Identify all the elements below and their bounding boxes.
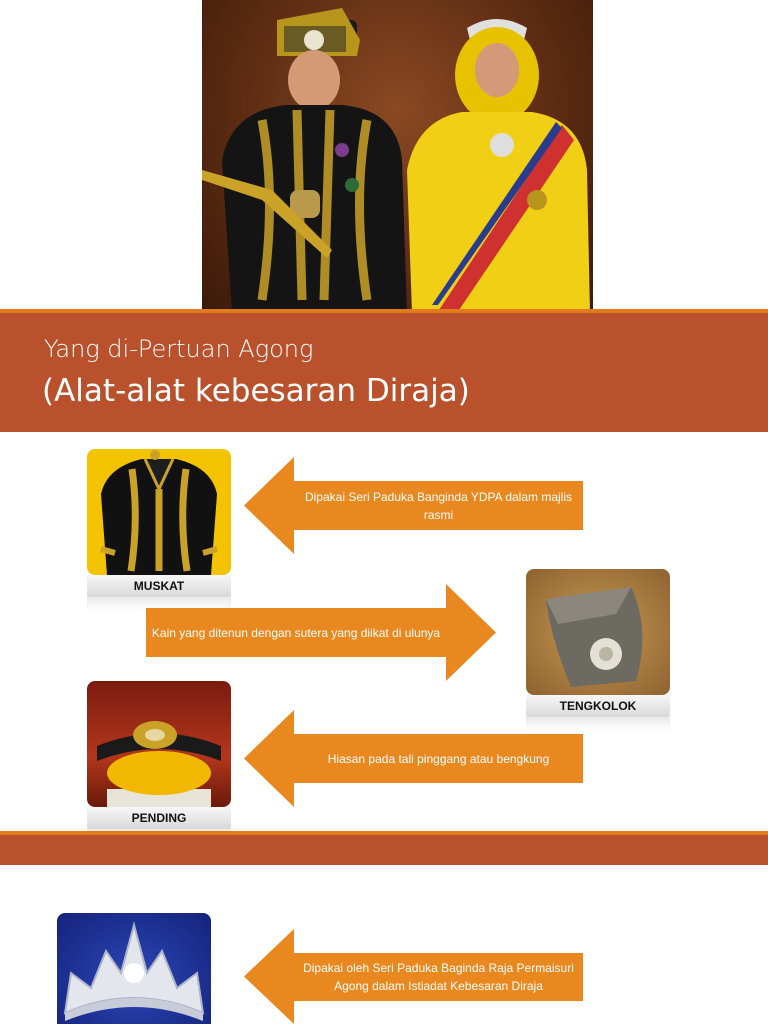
separator-band (0, 835, 768, 865)
tengkolok-description-arrow (146, 584, 496, 681)
pending-description-arrow (244, 710, 583, 807)
pending-description: Hiasan pada tali pinggang atau bengkung (327, 751, 550, 766)
tengkolok-image (526, 569, 670, 695)
muskat-description-arrow (244, 457, 583, 554)
royal-portrait-image (202, 0, 593, 313)
tengkolok-card (526, 569, 670, 731)
muskat-description: Dipakai Seri Paduka Banginda YDPA dalam majlis rasmi (304, 489, 573, 522)
king-figure (202, 8, 407, 313)
pending-card (87, 681, 231, 843)
banner-subtitle: Yang di-Pertuan Agong (44, 335, 314, 363)
pending-image (87, 681, 231, 807)
tengkolok-caption: TENGKOLOK (526, 695, 670, 717)
crown-description-arrow (244, 929, 583, 1026)
tengkolok-description: Kain yang ditenun dengan sutera yang diikat di ulunya (151, 625, 441, 640)
banner-title: (Alat-alat kebesaran Diraja) (42, 373, 470, 409)
queen-figure (407, 19, 590, 313)
pending-caption: PENDING (87, 807, 231, 829)
muskat-caption: MUSKAT (87, 575, 231, 597)
muskat-image (87, 449, 231, 575)
crown-image (57, 913, 211, 1024)
crown-description: Dipakai oleh Seri Paduka Baginda Raja Permaisuri Agong dalam Istiadat Kebesaran Diraja (303, 961, 574, 993)
